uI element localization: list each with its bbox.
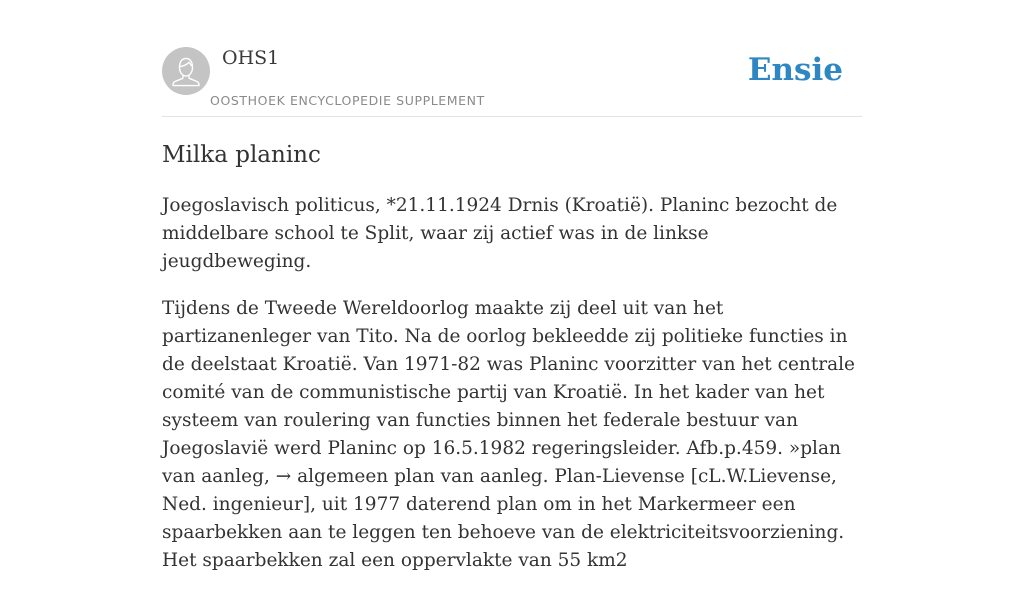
user-icon [162, 47, 210, 95]
article-paragraph-2: Tijdens de Tweede Wereldoorlog maakte zij deel uit van het partizanenleger van Tito. Na de oorlog bekleedde zij politieke functies in de deelstaat Kroatië. Van 1971-82 was Planinc voorzitter van het centrale comité van de communistische partij van Kroatië. In het kader van het systeem van roulering van functies binnen het federale bestuur van Joegoslavië werd Planinc op 16.5.1982 regeringsleider. Afb.p.459. »plan van aanleg, → algemeen plan van aanleg. Plan-Lievense [cL.W.Lievense, Ned. ingenieur], uit 1977 daterend plan om in het Markermeer een spaarbekken aan te leggen ten behoeve van de elektriciteitsvoorziening. Het spaarbekken zal een oppervlakte van 55 km2 [162, 298, 856, 571]
source-header [162, 47, 862, 117]
article-paragraph-1: Joegoslavisch politicus, *21.11.1924 Drnis (Kroatië). Planinc bezocht de middelbare school te Split, waar zij actief was in de linkse jeugdbeweging. [162, 195, 838, 272]
source-name[interactable]: OOSTHOEK ENCYCLOPEDIE SUPPLEMENT [210, 93, 485, 108]
ensie-logo[interactable]: Ensie [747, 52, 843, 88]
source-code[interactable]: OHS1 [222, 47, 280, 69]
source-avatar[interactable] [162, 47, 210, 95]
article-body [162, 192, 862, 594]
article-title: Milka planinc [162, 142, 321, 168]
